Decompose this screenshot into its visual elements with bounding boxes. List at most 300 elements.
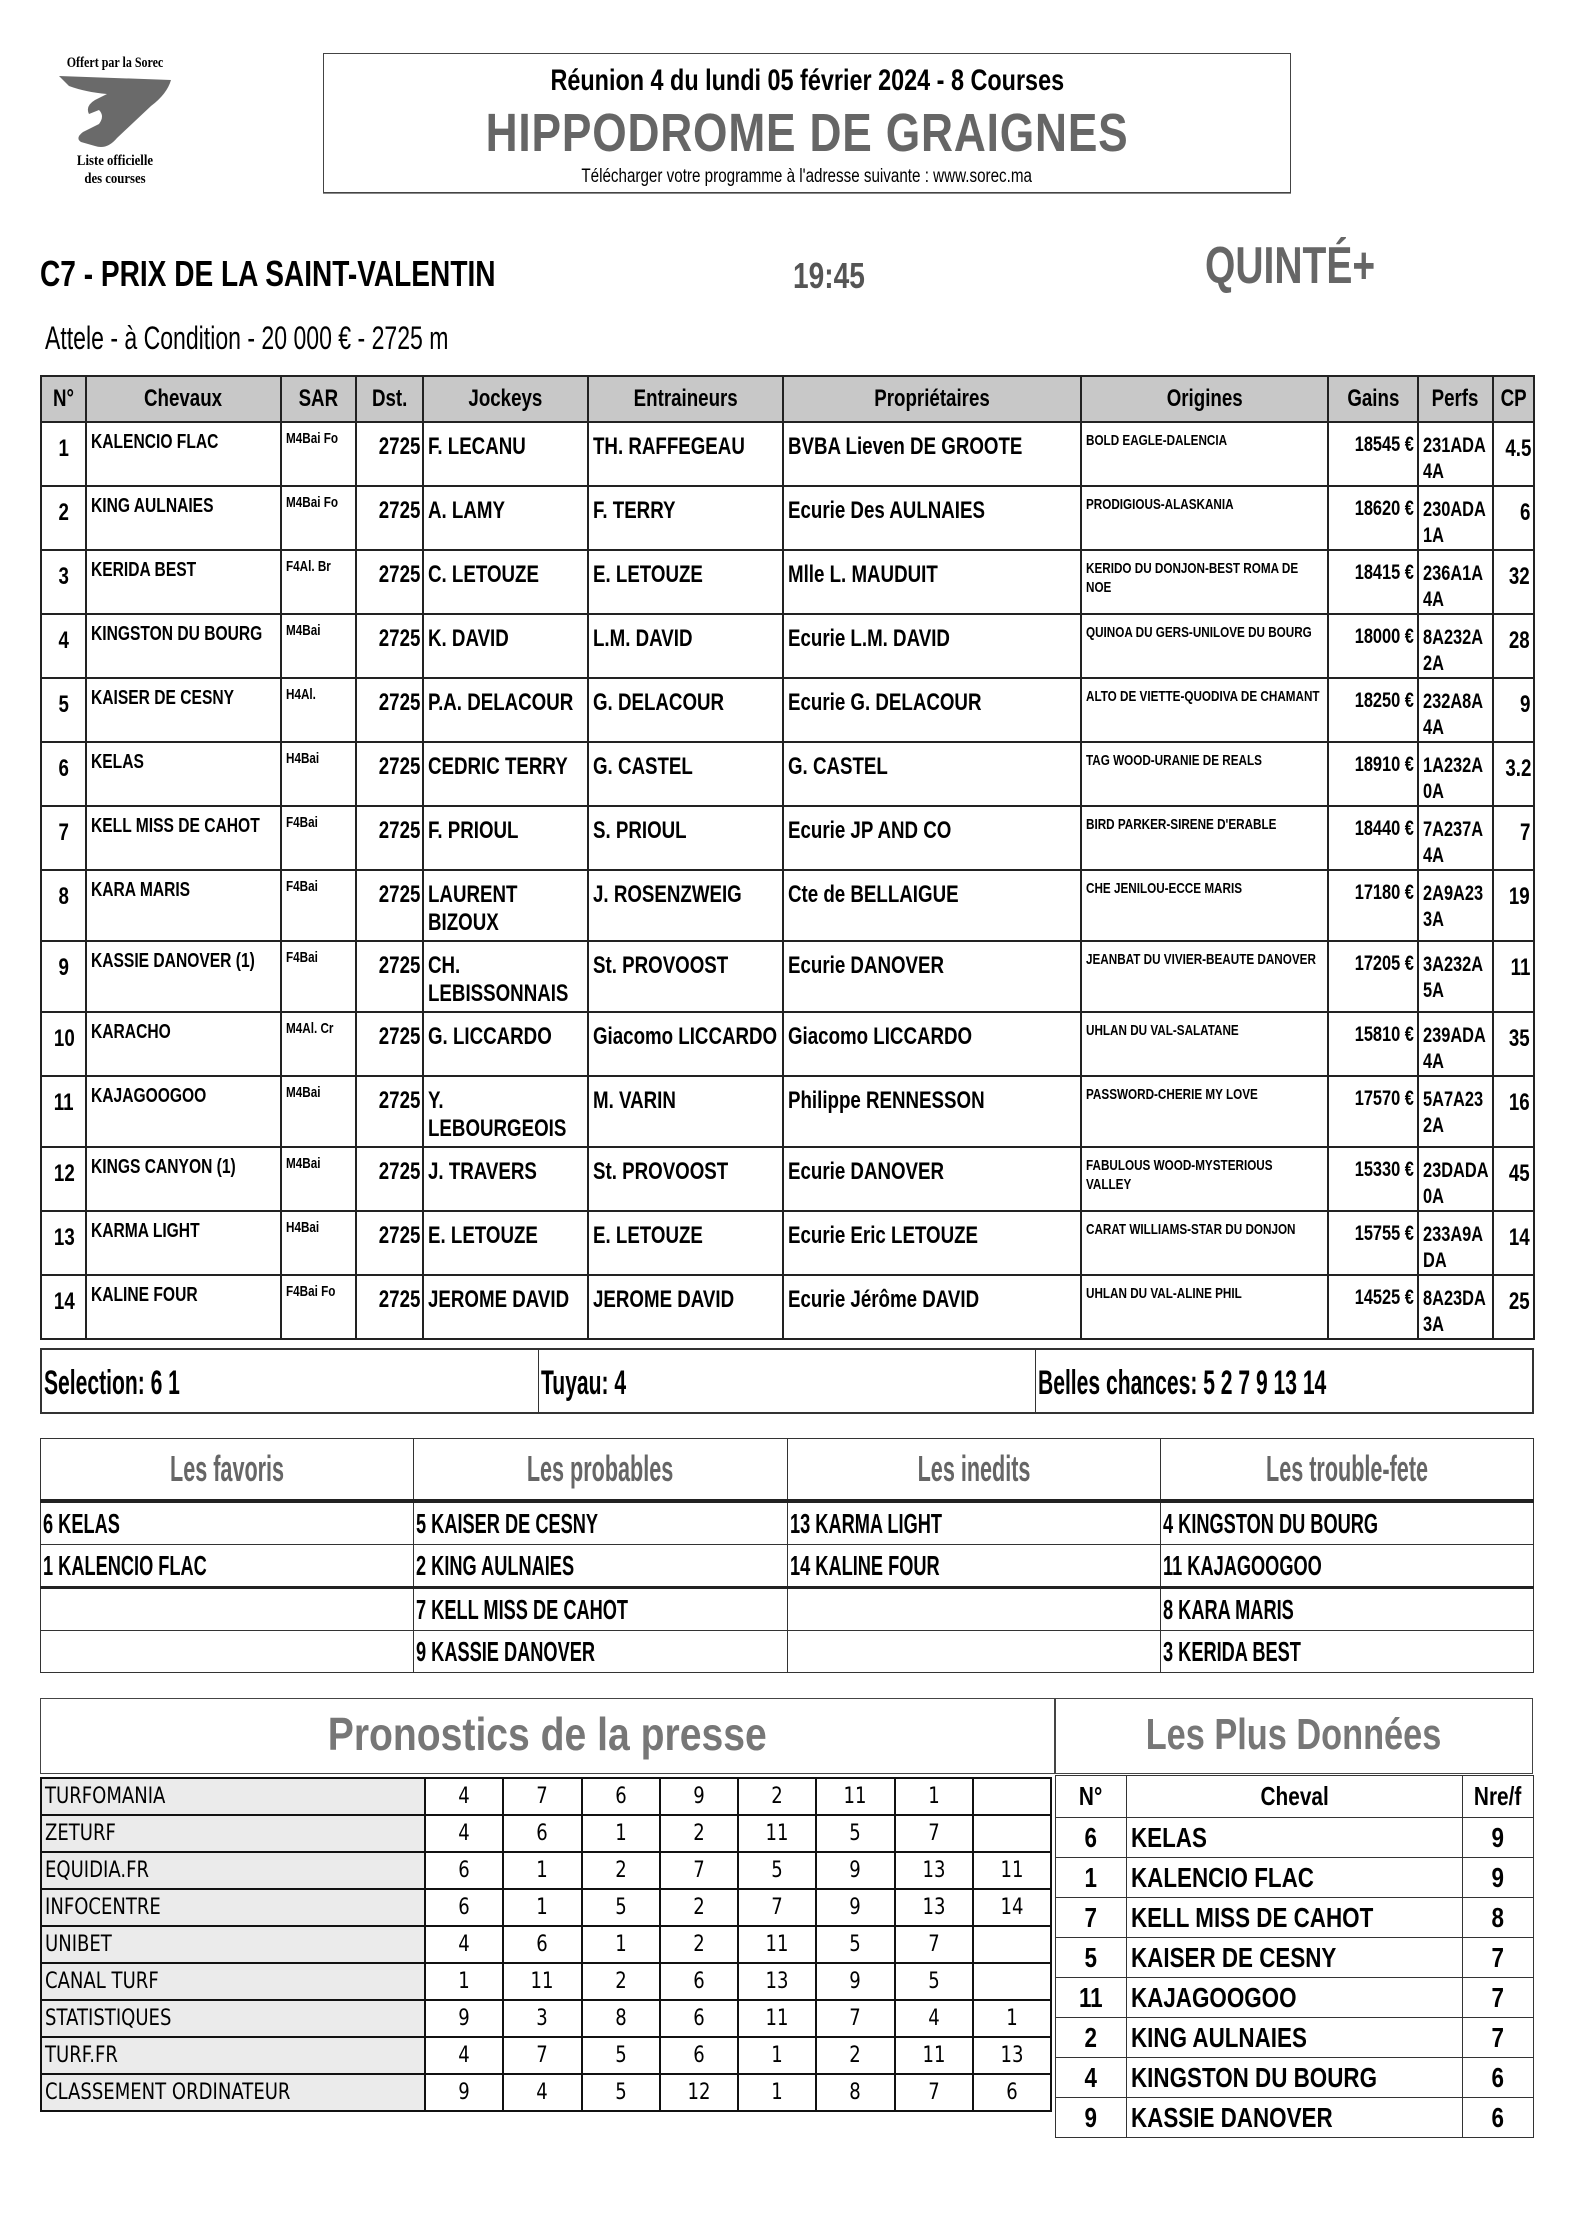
presse-pick: 1	[771, 2080, 783, 2105]
runner-number: 2	[58, 499, 70, 526]
plus-donnees-row	[1056, 2058, 1534, 2098]
horse-name: KARMA LIGHT	[91, 1220, 200, 1242]
plus-donnees-number: 4	[1084, 2061, 1098, 2093]
presse-pick-cell	[582, 1926, 660, 1963]
jockey-cell	[423, 1147, 588, 1211]
category-row	[41, 1501, 1534, 1545]
tuyau-text: Tuyau: 4	[541, 1364, 627, 1402]
plus-donnees-row	[1056, 1818, 1534, 1858]
horse-sar-cell	[281, 550, 356, 614]
category-cell	[414, 1588, 787, 1631]
presse-pick: 2	[693, 1821, 705, 1846]
origins: BOLD EAGLE-DALENCIA	[1086, 432, 1228, 449]
horse-name-cell	[86, 486, 281, 550]
trainer-cell	[588, 742, 783, 806]
gains-cell	[1328, 678, 1418, 742]
trainer: L.M. DAVID	[593, 625, 693, 652]
meeting-reunion-text: Réunion 4 du lundi 05 février 2024 - 8 Courses	[550, 64, 1064, 97]
trainer-cell	[588, 614, 783, 678]
distance: 2725	[378, 952, 420, 979]
plus-donnees-count: 6	[1491, 2061, 1505, 2093]
presse-pick-cell	[582, 1815, 660, 1852]
origins: UHLAN DU VAL-ALINE PHIL	[1086, 1285, 1242, 1302]
gains-cell	[1328, 614, 1418, 678]
perfs-cell	[1418, 678, 1493, 742]
owner: Ecurie G. DELACOUR	[788, 689, 982, 716]
presse-pick: 7	[927, 1821, 940, 1846]
horse-name: KINGS CANYON (1)	[91, 1156, 236, 1178]
horse-sar: H4Al.	[286, 686, 316, 703]
cote-probable-cell	[1493, 1147, 1534, 1211]
horse-name-cell	[86, 1147, 281, 1211]
plus-donnees-column-header	[1463, 1776, 1534, 1818]
cote-probable-cell	[1493, 1012, 1534, 1076]
origins: CHE JENILOU-ECCE MARIS	[1086, 880, 1243, 897]
trainer-cell	[588, 1211, 783, 1275]
gains-cell	[1328, 1275, 1418, 1339]
distance-cell	[356, 550, 423, 614]
category-row	[41, 1631, 1534, 1673]
runner-row	[41, 742, 1534, 806]
presse-pick-cell	[660, 1926, 738, 1963]
horse-name-cell	[86, 614, 281, 678]
horse-name: KELL MISS DE CAHOT	[91, 815, 260, 837]
plus-donnees-number-cell	[1056, 2098, 1127, 2138]
race-time-text: 19:45	[793, 255, 865, 296]
horse-sar-cell	[281, 486, 356, 550]
presse-pick: 9	[849, 1858, 862, 1883]
meeting-header-box	[323, 53, 1291, 193]
cote-probable: 16	[1509, 1089, 1530, 1116]
presse-pick-cell	[738, 1926, 816, 1963]
presse-pick-cell	[973, 2037, 1051, 2074]
perfs-cell	[1418, 742, 1493, 806]
horse-name-cell	[86, 1012, 281, 1076]
owner-cell	[783, 1076, 1081, 1147]
category-header-label: Les trouble-fete	[1265, 1448, 1428, 1489]
owner-cell	[783, 614, 1081, 678]
presse-pick: 13	[922, 1858, 946, 1883]
horse-sar: F4Al. Br	[286, 558, 331, 575]
belles-chances-cell	[1035, 1350, 1532, 1412]
download-notice	[324, 166, 1290, 188]
perfs: 8A232A 2A	[1423, 626, 1483, 675]
gains: 18620 €	[1354, 497, 1414, 520]
column-header-label: CP	[1500, 385, 1527, 412]
belles-chances-text: Belles chances: 5 2 7 9 13 14	[1038, 1364, 1327, 1402]
horse-sar: M4Bai	[286, 1084, 321, 1101]
presse-pick: 2	[771, 1784, 783, 1809]
runner-number: 8	[58, 883, 70, 910]
race-title-text: C7 - PRIX DE LA SAINT-VALENTIN	[40, 253, 496, 294]
plus-donnees-horse: KELL MISS DE CAHOT	[1131, 1901, 1374, 1933]
selection-cell	[42, 1350, 538, 1412]
presse-pick: 7	[536, 1784, 549, 1809]
presse-pick-cell	[582, 1889, 660, 1926]
presse-pick-cell	[816, 2037, 894, 2074]
plus-donnees-column-header	[1056, 1776, 1127, 1818]
distance-cell	[356, 1012, 423, 1076]
plus-donnees-horse: KAISER DE CESNY	[1131, 1941, 1337, 1973]
presse-row	[41, 2037, 1051, 2074]
presse-pick: 4	[458, 1932, 470, 1957]
owner: Ecurie Eric LETOUZE	[788, 1222, 979, 1249]
logo-des-courses: des courses	[84, 171, 146, 187]
plus-donnees-number: 5	[1084, 1941, 1098, 1973]
owner: Ecurie DANOVER	[788, 952, 945, 979]
runner-number: 7	[58, 819, 70, 846]
horse-sar-cell	[281, 422, 356, 486]
perfs: 233A9A DA	[1423, 1223, 1483, 1272]
category-cell	[787, 1588, 1160, 1631]
category-header	[414, 1439, 787, 1502]
plus-donnees-row	[1056, 1938, 1534, 1978]
horse-name-cell	[86, 1211, 281, 1275]
presse-pick-cell	[660, 1815, 738, 1852]
presse-pick-cell	[895, 2037, 973, 2074]
horse-sar-cell	[281, 1147, 356, 1211]
runner-number-cell	[41, 941, 86, 1012]
plus-donnees-horse: KINGSTON DU BOURG	[1131, 2061, 1377, 2093]
presse-pick: 9	[693, 1784, 705, 1809]
column-header-label: Entraineurs	[633, 385, 738, 412]
category-horse: 6 KELAS	[43, 1507, 120, 1539]
sorec-logo	[40, 55, 190, 195]
column-header	[1418, 376, 1493, 422]
origins-cell	[1081, 550, 1328, 614]
origins-cell	[1081, 422, 1328, 486]
horse-sar: M4Bai Fo	[286, 494, 339, 511]
horse-sar: M4Al. Cr	[286, 1020, 334, 1037]
cote-probable-cell	[1493, 742, 1534, 806]
presse-pick-cell	[816, 1889, 894, 1926]
horse-sar-cell	[281, 870, 356, 941]
presse-pick-cell	[895, 1815, 973, 1852]
presse-source-cell	[41, 1963, 425, 2000]
presse-pick: 6	[536, 1821, 549, 1846]
distance: 2725	[378, 433, 420, 460]
plus-donnees-count-cell	[1463, 2058, 1534, 2098]
owner-cell	[783, 422, 1081, 486]
category-cell	[41, 1631, 414, 1673]
plus-donnees-number: 2	[1084, 2021, 1098, 2053]
cote-probable-cell	[1493, 1275, 1534, 1339]
horse-sar: F4Bai	[286, 949, 318, 966]
presse-title-text: Pronostics de la presse	[327, 1708, 767, 1760]
runner-row	[41, 678, 1534, 742]
distance: 2725	[378, 561, 420, 588]
horse-sar: M4Bai	[286, 1155, 321, 1172]
owner: Ecurie JP AND CO	[788, 817, 952, 844]
runner-number: 13	[53, 1224, 75, 1251]
cote-probable: 19	[1509, 883, 1530, 910]
gains-cell	[1328, 1012, 1418, 1076]
presse-pick-cell	[738, 2000, 816, 2037]
runner-row	[41, 1012, 1534, 1076]
presse-pick: 6	[693, 2006, 705, 2031]
owner: BVBA Lieven DE GROOTE	[788, 433, 1023, 460]
category-cell	[414, 1545, 787, 1588]
cote-probable-cell	[1493, 941, 1534, 1012]
hippodrome-name	[324, 102, 1290, 164]
origins-cell	[1081, 1012, 1328, 1076]
horse-name: KERIDA BEST	[91, 559, 197, 581]
jockey: F. PRIOUL	[428, 817, 519, 844]
presse-pick-cell	[895, 1926, 973, 1963]
cote-probable: 4.5	[1505, 435, 1532, 462]
perfs: 8A23DA 3A	[1423, 1287, 1486, 1336]
jockey-cell	[423, 678, 588, 742]
presse-pick: 9	[458, 2080, 470, 2105]
category-cell	[41, 1545, 414, 1588]
origins-cell	[1081, 870, 1328, 941]
owner-cell	[783, 486, 1081, 550]
owner: Ecurie DANOVER	[788, 1158, 945, 1185]
plus-donnees-number-cell	[1056, 1978, 1127, 2018]
perfs: 239ADA 4A	[1423, 1024, 1486, 1073]
cote-probable-cell	[1493, 486, 1534, 550]
gains: 18415 €	[1354, 561, 1414, 584]
presse-pick: 7	[771, 1895, 783, 1920]
plus-donnees-number-cell	[1056, 1898, 1127, 1938]
distance-cell	[356, 678, 423, 742]
logo-offered-by: Offert par la Sorec	[66, 55, 164, 71]
jockey: F. LECANU	[428, 433, 526, 460]
owner-cell	[783, 1211, 1081, 1275]
origins: PASSWORD-CHERIE MY LOVE	[1086, 1086, 1258, 1103]
presse-pick: 5	[849, 1932, 862, 1957]
presse-source-cell	[41, 1815, 425, 1852]
runner-number: 4	[58, 627, 70, 654]
trainer: JEROME DAVID	[593, 1286, 735, 1313]
cote-probable-cell	[1493, 806, 1534, 870]
presse-pick-cell	[503, 1889, 581, 1926]
cote-probable: 6	[1519, 499, 1530, 526]
plus-donnees-count-cell	[1463, 1938, 1534, 1978]
owner: Ecurie Jérôme DAVID	[788, 1286, 980, 1313]
jockey-cell	[423, 806, 588, 870]
distance-cell	[356, 806, 423, 870]
category-horse: 8 KARA MARIS	[1162, 1593, 1294, 1625]
plus-donnees-count-cell	[1463, 1978, 1534, 2018]
category-cell	[41, 1501, 414, 1545]
runner-number-cell	[41, 742, 86, 806]
perfs-cell	[1418, 870, 1493, 941]
presse-pick-cell	[425, 2037, 503, 2074]
gains-cell	[1328, 806, 1418, 870]
presse-pick-cell	[582, 1778, 660, 1815]
distance-cell	[356, 614, 423, 678]
presse-pick-cell	[895, 1852, 973, 1889]
owner-cell	[783, 742, 1081, 806]
download-notice-text: Télécharger votre programme à l'adresse suivante : www.sorec.ma	[581, 166, 1033, 187]
plus-donnees-horse-cell	[1127, 2058, 1463, 2098]
plus-donnees-count-cell	[1463, 1858, 1534, 1898]
bet-type-badge	[1205, 236, 1432, 296]
origins: FABULOUS WOOD-MYSTERIOUS VALLEY	[1086, 1157, 1273, 1193]
distance: 2725	[378, 817, 420, 844]
plus-donnees-column-header	[1127, 1776, 1463, 1818]
column-header-label: Perfs	[1432, 385, 1479, 412]
plus-donnees-column-label: Nre/f	[1474, 1781, 1522, 1811]
presse-source: CLASSEMENT ORDINATEUR	[45, 2080, 291, 2105]
presse-pick: 8	[849, 2080, 862, 2105]
presse-pick-cell	[425, 2000, 503, 2037]
plus-donnees-column-label: N°	[1079, 1781, 1103, 1811]
cote-probable: 28	[1509, 627, 1530, 654]
runner-row	[41, 1211, 1534, 1275]
perfs-cell	[1418, 422, 1493, 486]
gains: 18440 €	[1354, 817, 1414, 840]
horse-name-cell	[86, 806, 281, 870]
trainer: S. PRIOUL	[593, 817, 687, 844]
cote-probable-cell	[1493, 614, 1534, 678]
presse-pick: 2	[614, 1858, 627, 1883]
presse-pick-cell	[895, 1963, 973, 2000]
jockey: Y. LEBOURGEOIS	[428, 1087, 567, 1142]
distance: 2725	[378, 1158, 420, 1185]
plus-donnees-number-cell	[1056, 1818, 1127, 1858]
plus-donnees-row	[1056, 2098, 1534, 2138]
plus-donnees-count: 8	[1491, 1901, 1505, 1933]
selection-box	[40, 1348, 1534, 1414]
categories-header	[41, 1439, 1534, 1502]
column-header	[783, 376, 1081, 422]
horse-sar-cell	[281, 678, 356, 742]
presse-pick-cell	[816, 2074, 894, 2111]
distance-cell	[356, 1211, 423, 1275]
runner-number: 10	[53, 1025, 75, 1052]
gains: 18000 €	[1354, 625, 1414, 648]
owner-cell	[783, 1012, 1081, 1076]
perfs: 230ADA 1A	[1423, 498, 1486, 547]
runner-number-cell	[41, 806, 86, 870]
jockey: P.A. DELACOUR	[428, 689, 574, 716]
owner-cell	[783, 1147, 1081, 1211]
cote-probable: 3.2	[1505, 755, 1532, 782]
presse-pick: 1	[536, 1895, 549, 1920]
presse-pick-cell	[660, 2000, 738, 2037]
jockey: K. DAVID	[428, 625, 509, 652]
trainer-cell	[588, 486, 783, 550]
cote-probable-cell	[1493, 550, 1534, 614]
runner-number: 1	[58, 435, 70, 462]
gains: 15755 €	[1354, 1222, 1414, 1245]
cote-probable-cell	[1493, 1076, 1534, 1147]
presse-pick-cell	[425, 1852, 503, 1889]
presse-pick-cell	[582, 2037, 660, 2074]
runner-row	[41, 1275, 1534, 1339]
plus-donnees-number: 6	[1084, 1821, 1098, 1853]
distance: 2725	[378, 1286, 420, 1313]
distance-cell	[356, 422, 423, 486]
presse-pick: 13	[922, 1895, 946, 1920]
trainer: E. LETOUZE	[593, 1222, 703, 1249]
owner: Ecurie L.M. DAVID	[788, 625, 950, 652]
presse-pick: 13	[765, 1969, 789, 1994]
presse-source-cell	[41, 1889, 425, 1926]
presse-pick-cell	[425, 1778, 503, 1815]
distance-cell	[356, 742, 423, 806]
runner-number: 3	[58, 563, 70, 590]
cote-probable: 11	[1510, 954, 1530, 981]
jockey-cell	[423, 422, 588, 486]
trainer-cell	[588, 1012, 783, 1076]
distance: 2725	[378, 881, 420, 908]
perfs: 23DADA 0A	[1423, 1159, 1488, 1208]
race-time	[793, 255, 885, 297]
cote-probable: 32	[1509, 563, 1530, 590]
category-cell	[414, 1631, 787, 1673]
column-header	[281, 376, 356, 422]
presse-pick: 2	[614, 1969, 627, 1994]
presse-pick-cell	[816, 2000, 894, 2037]
plus-donnees-horse: KALENCIO FLAC	[1131, 1861, 1314, 1893]
perfs-cell	[1418, 486, 1493, 550]
horse-sar-cell	[281, 941, 356, 1012]
gains: 18250 €	[1354, 689, 1414, 712]
distance: 2725	[378, 1087, 420, 1114]
presse-pick: 4	[536, 2080, 549, 2105]
trainer-cell	[588, 1147, 783, 1211]
horse-name-cell	[86, 870, 281, 941]
presse-pick-cell	[503, 1852, 581, 1889]
runner-number-cell	[41, 550, 86, 614]
cote-probable: 45	[1509, 1160, 1530, 1187]
presse-pick: 13	[1000, 2043, 1024, 2068]
category-cell	[787, 1631, 1160, 1673]
jockey-cell	[423, 1076, 588, 1147]
gains: 17570 €	[1354, 1087, 1414, 1110]
jockey-cell	[423, 1211, 588, 1275]
plus-donnees-number: 1	[1084, 1861, 1098, 1893]
gains-cell	[1328, 550, 1418, 614]
jockey: LAURENT BIZOUX	[428, 881, 518, 936]
presse-row	[41, 2074, 1051, 2111]
runner-number-cell	[41, 1012, 86, 1076]
presse-pick-cell	[738, 1852, 816, 1889]
gains-cell	[1328, 1211, 1418, 1275]
runner-number-cell	[41, 614, 86, 678]
plus-donnees-horse-cell	[1127, 1978, 1463, 2018]
runner-row	[41, 486, 1534, 550]
presse-source-cell	[41, 1852, 425, 1889]
perfs: 1A232A 0A	[1423, 754, 1483, 803]
runner-number: 14	[53, 1288, 75, 1315]
gains-cell	[1328, 1147, 1418, 1211]
presse-source-cell	[41, 2000, 425, 2037]
column-header	[86, 376, 281, 422]
runner-number-cell	[41, 422, 86, 486]
origins-cell	[1081, 1076, 1328, 1147]
distance-cell	[356, 1076, 423, 1147]
distance: 2725	[378, 497, 420, 524]
perfs-cell	[1418, 1275, 1493, 1339]
origins-cell	[1081, 941, 1328, 1012]
runner-number-cell	[41, 486, 86, 550]
presse-pick: 7	[927, 1932, 940, 1957]
trainer: St. PROVOOST	[593, 952, 729, 979]
horse-sar-cell	[281, 806, 356, 870]
presse-pick-cell	[582, 2000, 660, 2037]
presse-pick-cell	[660, 1852, 738, 1889]
horse-name-cell	[86, 550, 281, 614]
cote-probable-cell	[1493, 1211, 1534, 1275]
presse-pick: 6	[693, 2043, 705, 2068]
runners-table	[40, 375, 1535, 1340]
presse-pick-cell	[973, 1852, 1051, 1889]
origins: ALTO DE VIETTE-QUODIVA DE CHAMANT	[1086, 688, 1320, 705]
